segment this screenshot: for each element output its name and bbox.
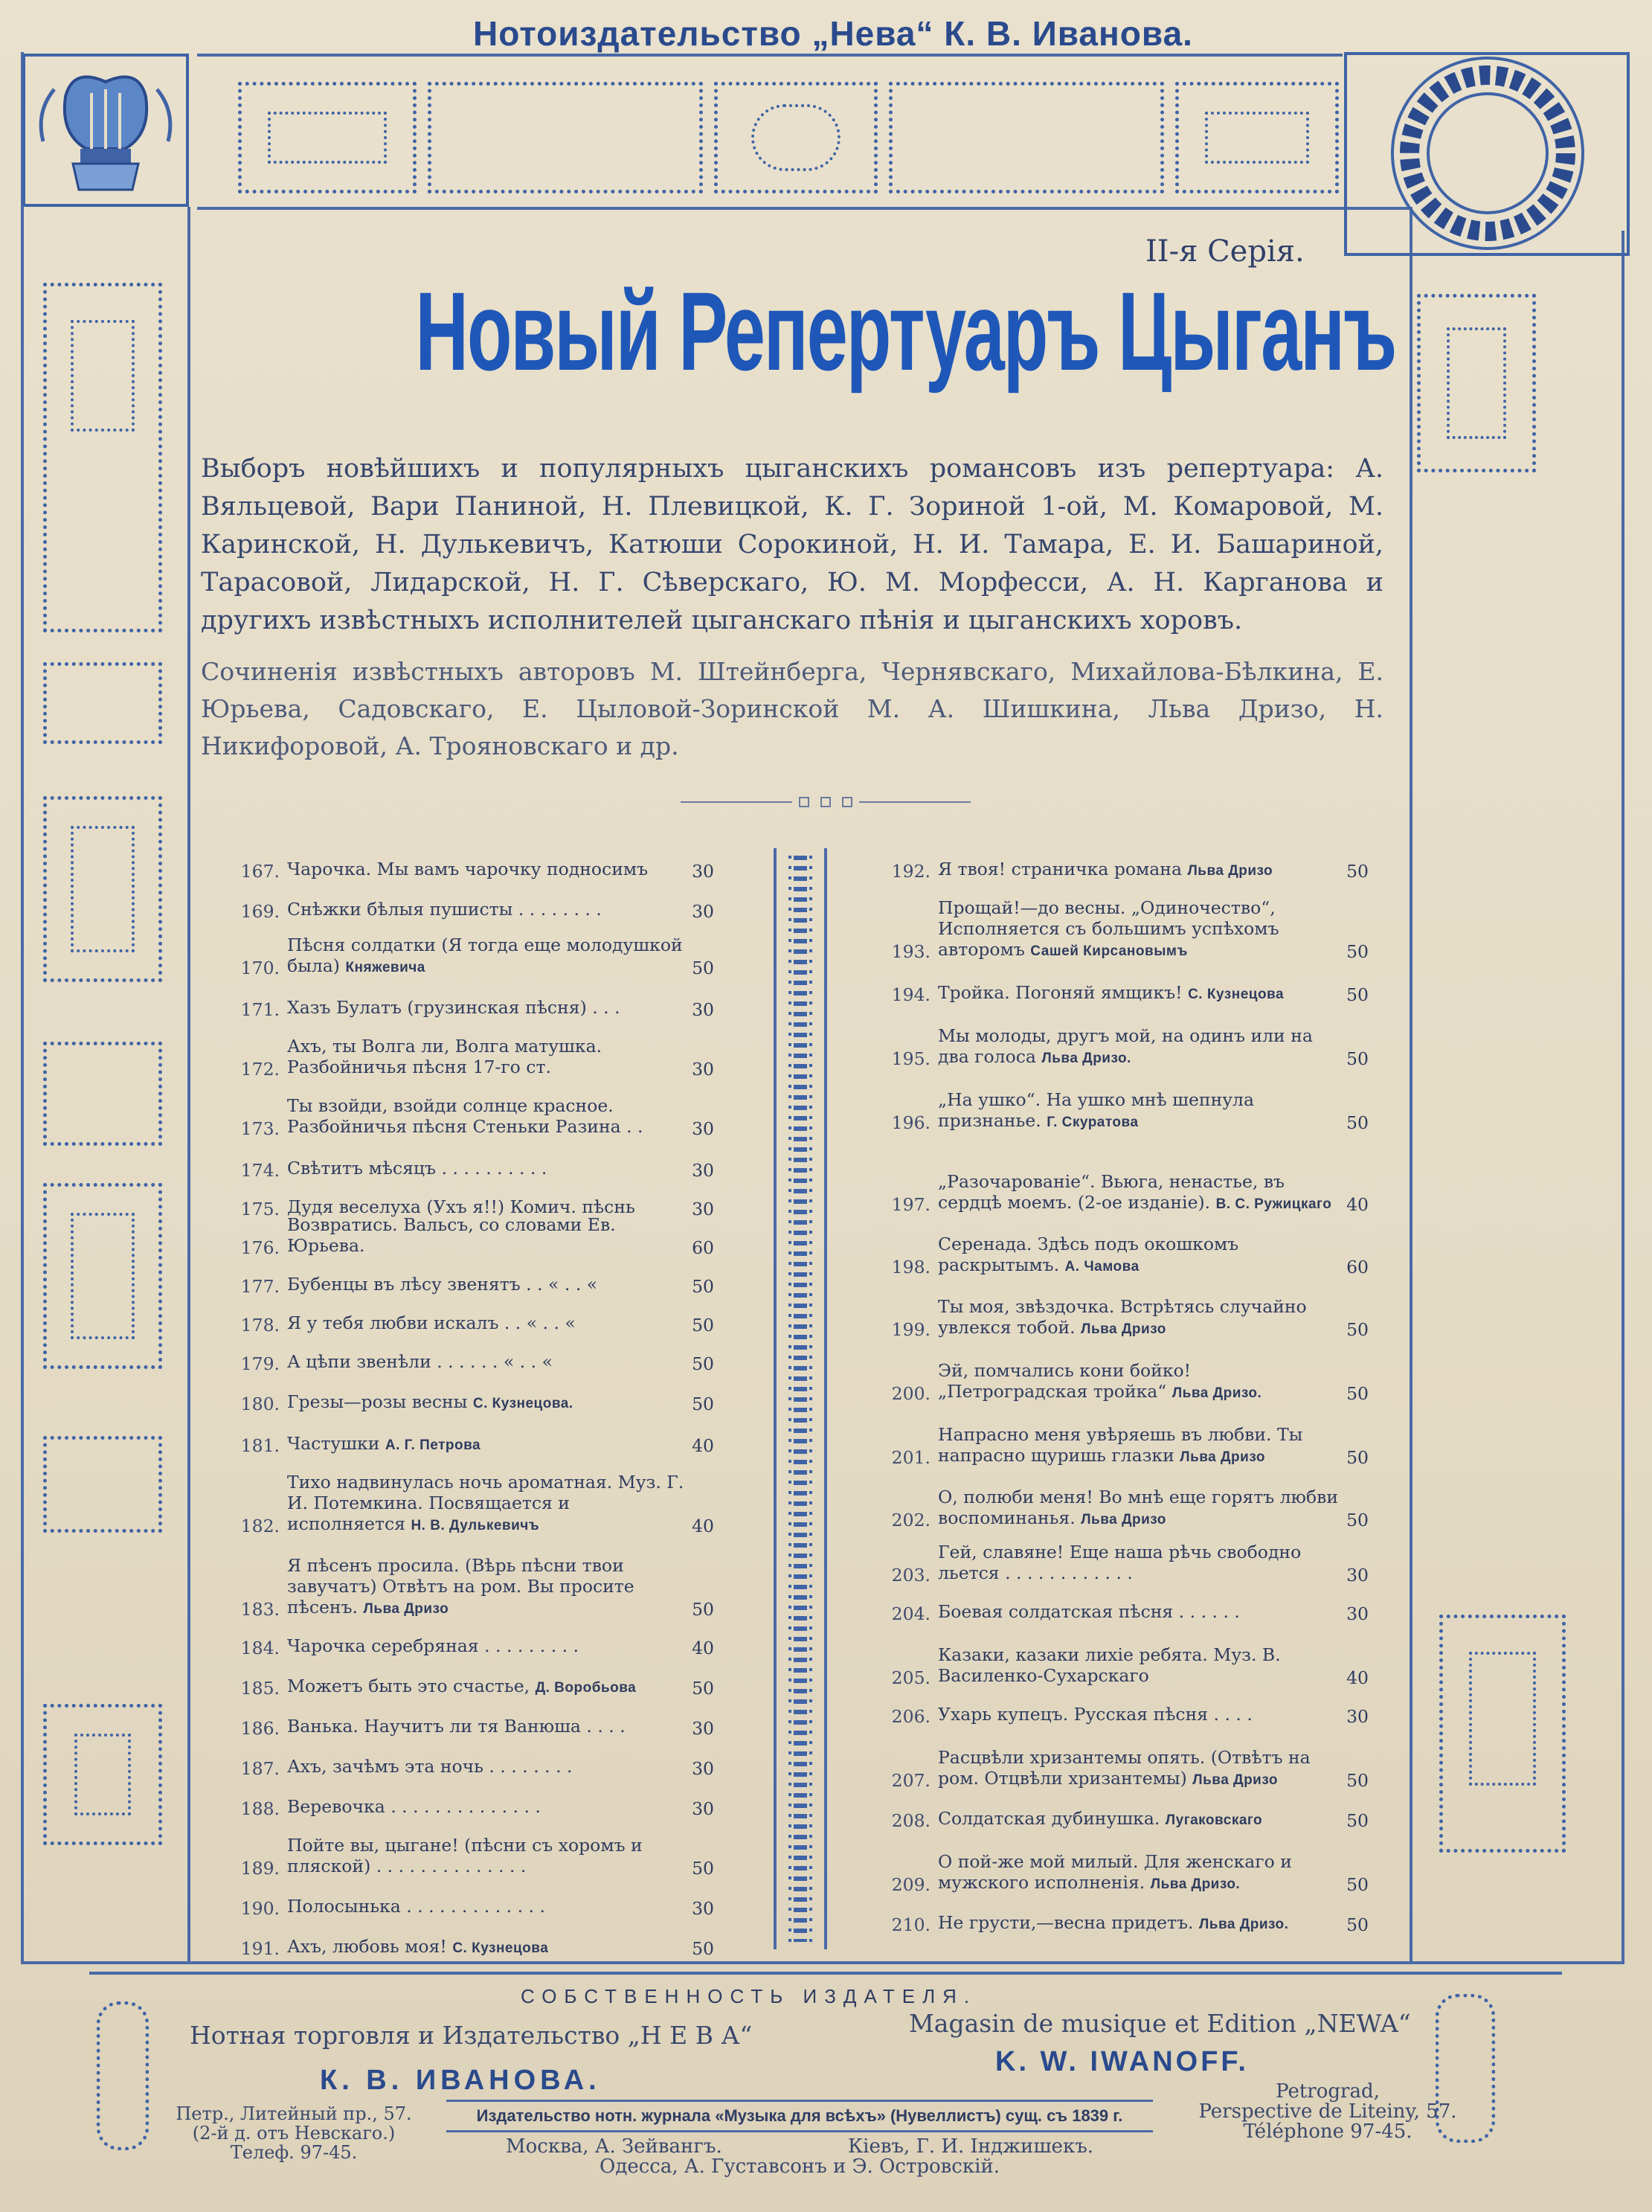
song-item: 204. Боевая солдатская пѣсня . . . . . . 30 bbox=[891, 1601, 1369, 1624]
ornament-left-5-inner bbox=[71, 1213, 135, 1339]
ornament-right-2-inner bbox=[1469, 1652, 1536, 1786]
page-title: Новый Репертуаръ Цыганъ bbox=[415, 269, 1396, 394]
song-item: 199. Ты моя, звѣздочка. Встрѣтясь случайно увлекся тобой. Льва Дризо 50 bbox=[891, 1296, 1369, 1340]
ornament-left-6 bbox=[43, 1436, 162, 1533]
song-item: 201. Напрасно меня увѣряешь въ любви. Ты напрасно щуришь глазки Льва Дризо 50 bbox=[891, 1424, 1369, 1468]
song-item: 174. Свѣтитъ мѣсяцъ . . . . . . . . . . 30 bbox=[240, 1158, 714, 1181]
song-item: 182. Тихо надвинулась ночь ароматная. Муз. Г. И. Потемкина. Посвящается и исполняется Н. В. Дулькевичъ 40 bbox=[240, 1472, 714, 1536]
frame-right-line-inner bbox=[1410, 207, 1412, 1963]
song-item: 202. О, полюби меня! Во мнѣ еще горятъ любви воспоминанья. Льва Дризо 50 bbox=[891, 1487, 1369, 1530]
song-item: 192. Я твоя! страничка романа Льва Дризо 50 bbox=[891, 859, 1369, 882]
center-column-ornament bbox=[774, 848, 827, 1949]
ornament-left-2 bbox=[43, 662, 162, 744]
address-line: Петр., Литейный пр., 57. bbox=[176, 2103, 412, 2124]
song-item: 207. Расцвѣли хризантемы опять. (Отвѣтъ на ром. Отцвѣли хризантемы) Льва Дризо 50 bbox=[891, 1747, 1369, 1791]
address-line: Perspective de Liteiny, 57. bbox=[1198, 2100, 1457, 2123]
song-list-right bbox=[874, 843, 1369, 1935]
address-line: Телеф. 97-45. bbox=[230, 2142, 358, 2163]
footer-left-ornament bbox=[97, 2001, 149, 2150]
song-item: 206. Ухарь купецъ. Русская пѣсня . . . . 30 bbox=[891, 1704, 1369, 1727]
song-item: 194. Тройка. Погоняй ямщикъ! С. Кузнецова 50 bbox=[891, 982, 1369, 1005]
song-item: 195. Мы молоды, другъ мой, на одинъ или на два голоса Льва Дризо. 50 bbox=[891, 1025, 1369, 1069]
ornament-left-1-inner bbox=[71, 320, 135, 432]
song-item: 203. Гей, славяне! Еще наша рѣчь свободно льется . . . . . . . . . . . . 30 bbox=[891, 1542, 1369, 1586]
song-item: 167. Чарочка. Мы вамъ чарочку подносимъ 30 bbox=[240, 859, 714, 882]
intro-paragraph: Выборъ новѣйшихъ и популярныхъ цыганскихъ романсовъ изъ репертуара: А. Вяльцевой, Вари Паниной, Н. Плевицкой, К. Г. Зориной 1-ой, М. Комаровой, М. Каринской, Н. Дулькевичъ, Катюши Сорокиной, Н. И. Тамара, Е. И. Башариной, Тарасовой, Лидарской, Н. Г. Сѣверскаго, Ю. М. Морфесси, А. Н. Карганова и другихъ извѣстныхъ исполнителей цыганскаго пѣнія и цыганскихъ хоровъ. bbox=[201, 454, 1383, 635]
frame-bottom-line bbox=[21, 1961, 1624, 1964]
song-item: 173. Ты взойди, взойди солнце красное. Разбойничья пѣсня Стеньки Разина . . 30 bbox=[240, 1095, 714, 1139]
song-item: 198. Серенада. Здѣсь подъ окошкомъ раскрытымъ. А. Чамова 60 bbox=[891, 1234, 1369, 1277]
song-item: 185. Можетъ быть это счастье, Д. Воробьова 50 bbox=[240, 1676, 714, 1699]
song-item: 170. Пѣсня солдатки (Я тогда еще молодушкой была) Княжевича 50 bbox=[240, 935, 714, 978]
ornament-top-box-3-inner bbox=[751, 104, 841, 171]
song-item: 186. Ванька. Научитъ ли тя Ванюша . . . . 30 bbox=[240, 1716, 714, 1739]
song-item: 189. Пойте вы, цыгане! (пѣсни съ хоромъ и пляской) . . . . . . . . . . . . . . 50 bbox=[240, 1835, 714, 1879]
song-item: 197. „Разочарованіе“. Вьюга, ненастье, въ сердцѣ моемъ. (2-ое изданіе). В. С. Ружицкаго 40 bbox=[891, 1171, 1369, 1215]
address-line: Petrograd, bbox=[1276, 2080, 1380, 2103]
series-label: II-я Серія. bbox=[1145, 234, 1305, 269]
wreath-emblem-icon bbox=[1343, 43, 1633, 259]
separator-ornament bbox=[681, 795, 971, 810]
song-item: 200. Эй, помчались кони бойко! „Петроградская тройка“ Льва Дризо. 50 bbox=[891, 1360, 1369, 1404]
footer-owner-ru: К. В. ИВАНОВА. bbox=[320, 2065, 601, 2096]
address-line: (2-й д. отъ Невскаго.) bbox=[192, 2123, 396, 2144]
song-item: 210. Не грусти,—весна придетъ. Льва Дризо. 50 bbox=[891, 1912, 1369, 1935]
branch-odessa: Одесса, А. Густавсонъ и Э. Островскій. bbox=[600, 2155, 1000, 2178]
footer-address-ru bbox=[152, 2104, 435, 2162]
ornament-top-box-5-inner bbox=[1205, 112, 1309, 164]
branch-kiev: Кіевъ, Г. И. Iнджишекъ. bbox=[848, 2135, 1093, 2158]
footer-shop-ru: Нотная торговля и Издательство „Н Е В А“ bbox=[190, 2021, 753, 2050]
song-item: 196. „На ушко“. На ушко мнѣ шепнула признанье. Г. Скуратова 50 bbox=[891, 1089, 1369, 1133]
song-item: 209. О пой-же мой милый. Для женскаго и мужского исполненія. Льва Дризо. 50 bbox=[891, 1851, 1369, 1895]
song-item: 172. Ахъ, ты Волга ли, Волга матушка. Разбойничья пѣсня 17-го ст. 30 bbox=[240, 1036, 714, 1080]
song-item: 181. Частушки А. Г. Петрова 40 bbox=[240, 1433, 714, 1456]
song-item: 188. Веревочка . . . . . . . . . . . . . . 30 bbox=[240, 1796, 714, 1819]
authors-paragraph: Сочиненія извѣстныхъ авторовъ М. Штейнберга, Чернявскаго, Михайлова-Бѣлкина, Е. Юрьева, Садовскаго, Е. Цыловой-Зоринской М. А. Шишкина, Льва Дризо, Н. Никифоровой, А. Трояновскаго и др. bbox=[201, 657, 1383, 760]
song-item: 183. Я пѣсенъ просила. (Вѣрь пѣсни твои завучатъ) Отвѣтъ на ром. Вы просите пѣсенъ. Льва Дризо 50 bbox=[240, 1555, 714, 1620]
frame-left-line-inner bbox=[187, 207, 190, 1963]
frame-right-line bbox=[1622, 231, 1624, 1964]
song-item: 187. Ахъ, зачѣмъ эта ночь . . . . . . . . 30 bbox=[240, 1756, 714, 1779]
ornament-top-box-2 bbox=[428, 82, 703, 193]
footer-owner-en: K. W. IWANOFF. bbox=[995, 2046, 1249, 2077]
footer-shop-en: Magasin de musique et Edition „NEWA“ bbox=[909, 2009, 1411, 2038]
footer-address-en bbox=[1190, 2082, 1465, 2142]
song-item: 171. Хазъ Булатъ (грузинская пѣсня) . . . 30 bbox=[240, 997, 714, 1020]
frame-top-line bbox=[197, 54, 1343, 57]
song-item: 208. Солдатская дубинушка. Лугаковскаго 50 bbox=[891, 1808, 1369, 1831]
ornament-top-box-1-inner bbox=[268, 112, 387, 164]
song-item: 193. Прощай!—до весны. „Одиночество“, Исполняется съ большимъ успѣхомъ авторомъ Сашей Кирсановымъ 50 bbox=[891, 897, 1369, 962]
footer-branches bbox=[446, 2137, 1153, 2177]
song-item: 184. Чарочка серебряная . . . . . . . . . 40 bbox=[240, 1635, 714, 1658]
property-notice: СОБСТВЕННОСТЬ ИЗДАТЕЛЯ. bbox=[521, 1985, 977, 2007]
song-item: 205. Казаки, казаки лихіе ребята. Муз. В. Василенко-Сухарскаго 40 bbox=[891, 1644, 1369, 1688]
frame-top-line-lower bbox=[197, 207, 1410, 210]
song-item: 190. Полосынька . . . . . . . . . . . . . 30 bbox=[240, 1896, 714, 1919]
ornament-left-3-inner bbox=[71, 826, 135, 952]
address-line: Téléphone 97-45. bbox=[1243, 2120, 1412, 2143]
footer-top-line bbox=[89, 1972, 1562, 1975]
song-item: 180. Грезы—розы весны С. Кузнецова. 50 bbox=[240, 1391, 714, 1414]
song-item: 169. Снѣжки бѣлыя пушисты . . . . . . . . 30 bbox=[240, 899, 714, 922]
song-item: 178. Я у тебя любви искалъ . . « . . « 50 bbox=[240, 1312, 714, 1336]
song-item: 177. Бубенцы въ лѣсу звенятъ . . « . . « 50 bbox=[240, 1274, 714, 1297]
song-item: 179. А цѣпи звенѣли . . . . . . « . . « 50 bbox=[240, 1351, 714, 1374]
ornament-right-1-inner bbox=[1447, 327, 1506, 439]
frame-left-line bbox=[21, 52, 24, 1964]
ornament-left-7-inner bbox=[74, 1734, 131, 1815]
ornament-left-4 bbox=[43, 1042, 162, 1146]
journal-notice: Издательство нотн. журнала «Музыка для всѣхъ» (Нувеллистъ) сущ. съ 1839 г. bbox=[446, 2100, 1153, 2132]
song-item: 176. Возвратись. Вальсъ, со словами Ев. Юрьева. 60 bbox=[240, 1214, 714, 1258]
branch-moscow: Москва, А. Зейвангъ. bbox=[506, 2135, 722, 2158]
song-list-left bbox=[223, 843, 714, 1959]
song-item: 191. Ахъ, любовь моя! С. Кузнецова 50 bbox=[240, 1936, 714, 1959]
song-item: 175. Дудя веселуха (Ухъ я!!) Комич. пѣснь 30 bbox=[240, 1196, 714, 1219]
publisher-heading: Нотоиздательство „Нева“ К. В. Иванова. bbox=[473, 14, 1193, 53]
ornament-top-box-4 bbox=[889, 82, 1164, 193]
lyre-emblem-icon bbox=[21, 52, 190, 208]
